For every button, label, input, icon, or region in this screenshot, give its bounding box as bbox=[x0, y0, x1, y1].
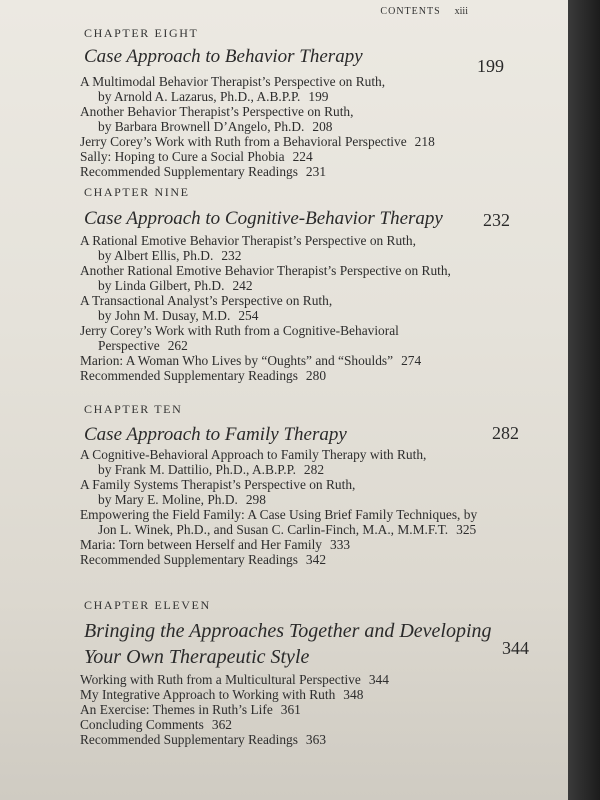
entry-page: 363 bbox=[305, 732, 327, 747]
chapter-title: Case Approach to Behavior Therapy bbox=[84, 46, 363, 67]
entry-title: Recommended Supplementary Readings bbox=[80, 732, 298, 747]
running-head bbox=[380, 6, 468, 17]
chapter-entries bbox=[80, 447, 540, 567]
entry-author: by Arnold A. Lazarus, Ph.D., A.B.P.P. bbox=[98, 89, 301, 104]
entry-title: My Integrative Approach to Working with Ruth bbox=[80, 687, 336, 702]
chapter-label: CHAPTER NINE bbox=[84, 185, 190, 199]
entry-author: by Barbara Brownell D’Angelo, Ph.D. bbox=[98, 119, 305, 134]
entry bbox=[80, 672, 540, 687]
entry bbox=[80, 702, 540, 717]
entry-byline bbox=[80, 248, 540, 263]
entry-page: 282 bbox=[303, 462, 325, 477]
entry-page: 342 bbox=[305, 552, 327, 567]
entry-page: 348 bbox=[343, 687, 364, 702]
entry-page: 298 bbox=[245, 492, 266, 507]
entry-page: 199 bbox=[308, 89, 329, 104]
entry-title: Recommended Supplementary Readings bbox=[80, 552, 298, 567]
entry-page: 254 bbox=[238, 308, 259, 323]
page-folio: xiii bbox=[454, 6, 468, 17]
entry-title: Concluding Comments bbox=[80, 717, 204, 732]
chapter-title: Case Approach to Family Therapy bbox=[84, 424, 347, 445]
entry bbox=[80, 537, 540, 552]
entry bbox=[80, 732, 540, 747]
entry-page: 274 bbox=[401, 353, 422, 368]
entry-author: by Albert Ellis, Ph.D. bbox=[98, 248, 214, 263]
entry-title: Maria: Torn between Herself and Her Family bbox=[80, 537, 322, 552]
chapter-page-number: 232 bbox=[483, 210, 510, 230]
chapter-page-number: 282 bbox=[492, 423, 519, 443]
entry-title: Recommended Supplementary Readings bbox=[80, 164, 298, 179]
chapter-entries bbox=[80, 74, 540, 179]
entry-page: 361 bbox=[280, 702, 301, 717]
entry-byline bbox=[80, 89, 540, 104]
entry-page: 231 bbox=[305, 164, 327, 179]
entry-byline bbox=[80, 338, 540, 353]
entry-byline bbox=[80, 492, 540, 507]
entry-author: by Linda Gilbert, Ph.D. bbox=[98, 278, 225, 293]
entry-author: Perspective bbox=[98, 338, 160, 353]
entry-page: 344 bbox=[368, 672, 389, 687]
chapter-page-number: 199 bbox=[477, 56, 504, 76]
entry bbox=[80, 368, 540, 383]
entry-title: Another Behavior Therapist’s Perspective on Ruth, bbox=[80, 104, 354, 119]
entry bbox=[80, 134, 540, 149]
chapter-entries bbox=[80, 672, 540, 747]
entry-title: Another Rational Emotive Behavior Therapist’s Perspective on Ruth, bbox=[80, 263, 451, 278]
entry-page: 242 bbox=[232, 278, 253, 293]
entry bbox=[80, 353, 540, 368]
running-head-label: CONTENTS bbox=[380, 6, 441, 17]
chapter-page-number: 344 bbox=[502, 638, 529, 658]
entry-author: by John M. Dusay, M.D. bbox=[98, 308, 231, 323]
entry-byline bbox=[80, 119, 540, 134]
entry-author: by Mary E. Moline, Ph.D. bbox=[98, 492, 238, 507]
entry-page: 232 bbox=[221, 248, 242, 263]
entry-title: An Exercise: Themes in Ruth’s Life bbox=[80, 702, 273, 717]
entry-author: Jon L. Winek, Ph.D., and Susan C. Carlin-Finch, M.A., M.M.F.T. bbox=[98, 522, 449, 537]
entry-title: Sally: Hoping to Cure a Social Phobia bbox=[80, 149, 285, 164]
chapter-title-line-2: Your Own Therapeutic Style bbox=[84, 646, 310, 668]
chapter-entries bbox=[80, 233, 540, 383]
entry bbox=[80, 164, 540, 179]
entry-title: A Transactional Analyst’s Perspective on Ruth, bbox=[80, 293, 333, 308]
page-edge-shadow bbox=[568, 0, 600, 800]
entry-page: 333 bbox=[330, 537, 351, 552]
entry bbox=[80, 149, 540, 164]
chapter-title: Bringing the Approaches Together and Developing bbox=[84, 620, 492, 642]
entry bbox=[80, 687, 540, 702]
chapter-label: CHAPTER EIGHT bbox=[84, 26, 199, 40]
entry-title: Working with Ruth from a Multicultural Perspective bbox=[80, 672, 361, 687]
entry-author: by Frank M. Dattilio, Ph.D., A.B.P.P. bbox=[98, 462, 296, 477]
entry-title: A Family Systems Therapist’s Perspective on Ruth, bbox=[80, 477, 356, 492]
entry-page: 362 bbox=[211, 717, 232, 732]
entry-page: 280 bbox=[305, 368, 327, 383]
entry-byline bbox=[80, 522, 540, 537]
chapter-label: CHAPTER ELEVEN bbox=[84, 598, 211, 612]
entry bbox=[80, 717, 540, 732]
entry-byline bbox=[80, 278, 540, 293]
entry-byline bbox=[80, 462, 540, 477]
entry bbox=[80, 552, 540, 567]
entry-page: 208 bbox=[312, 119, 333, 134]
entry-title: Marion: A Woman Who Lives by “Oughts” and “Shoulds” bbox=[80, 353, 394, 368]
chapter-title: Case Approach to Cognitive-Behavior Therapy bbox=[84, 208, 443, 229]
entry-title: A Multimodal Behavior Therapist’s Perspective on Ruth, bbox=[80, 74, 386, 89]
entry-title: Recommended Supplementary Readings bbox=[80, 368, 298, 383]
entry-page: 325 bbox=[456, 522, 477, 537]
entry-page: 262 bbox=[167, 338, 188, 353]
entry-title: Jerry Corey’s Work with Ruth from a Behavioral Perspective bbox=[80, 134, 407, 149]
entry-title: Jerry Corey’s Work with Ruth from a Cognitive-Behavioral bbox=[80, 323, 399, 338]
entry-title: A Rational Emotive Behavior Therapist’s Perspective on Ruth, bbox=[80, 233, 416, 248]
entry-page: 224 bbox=[292, 149, 313, 164]
entry-title: Empowering the Field Family: A Case Using Brief Family Techniques, by bbox=[80, 507, 478, 522]
entry-page: 218 bbox=[414, 134, 435, 149]
entry-byline bbox=[80, 308, 540, 323]
entry-title: A Cognitive-Behavioral Approach to Family Therapy with Ruth, bbox=[80, 447, 427, 462]
chapter-label: CHAPTER TEN bbox=[84, 402, 183, 416]
